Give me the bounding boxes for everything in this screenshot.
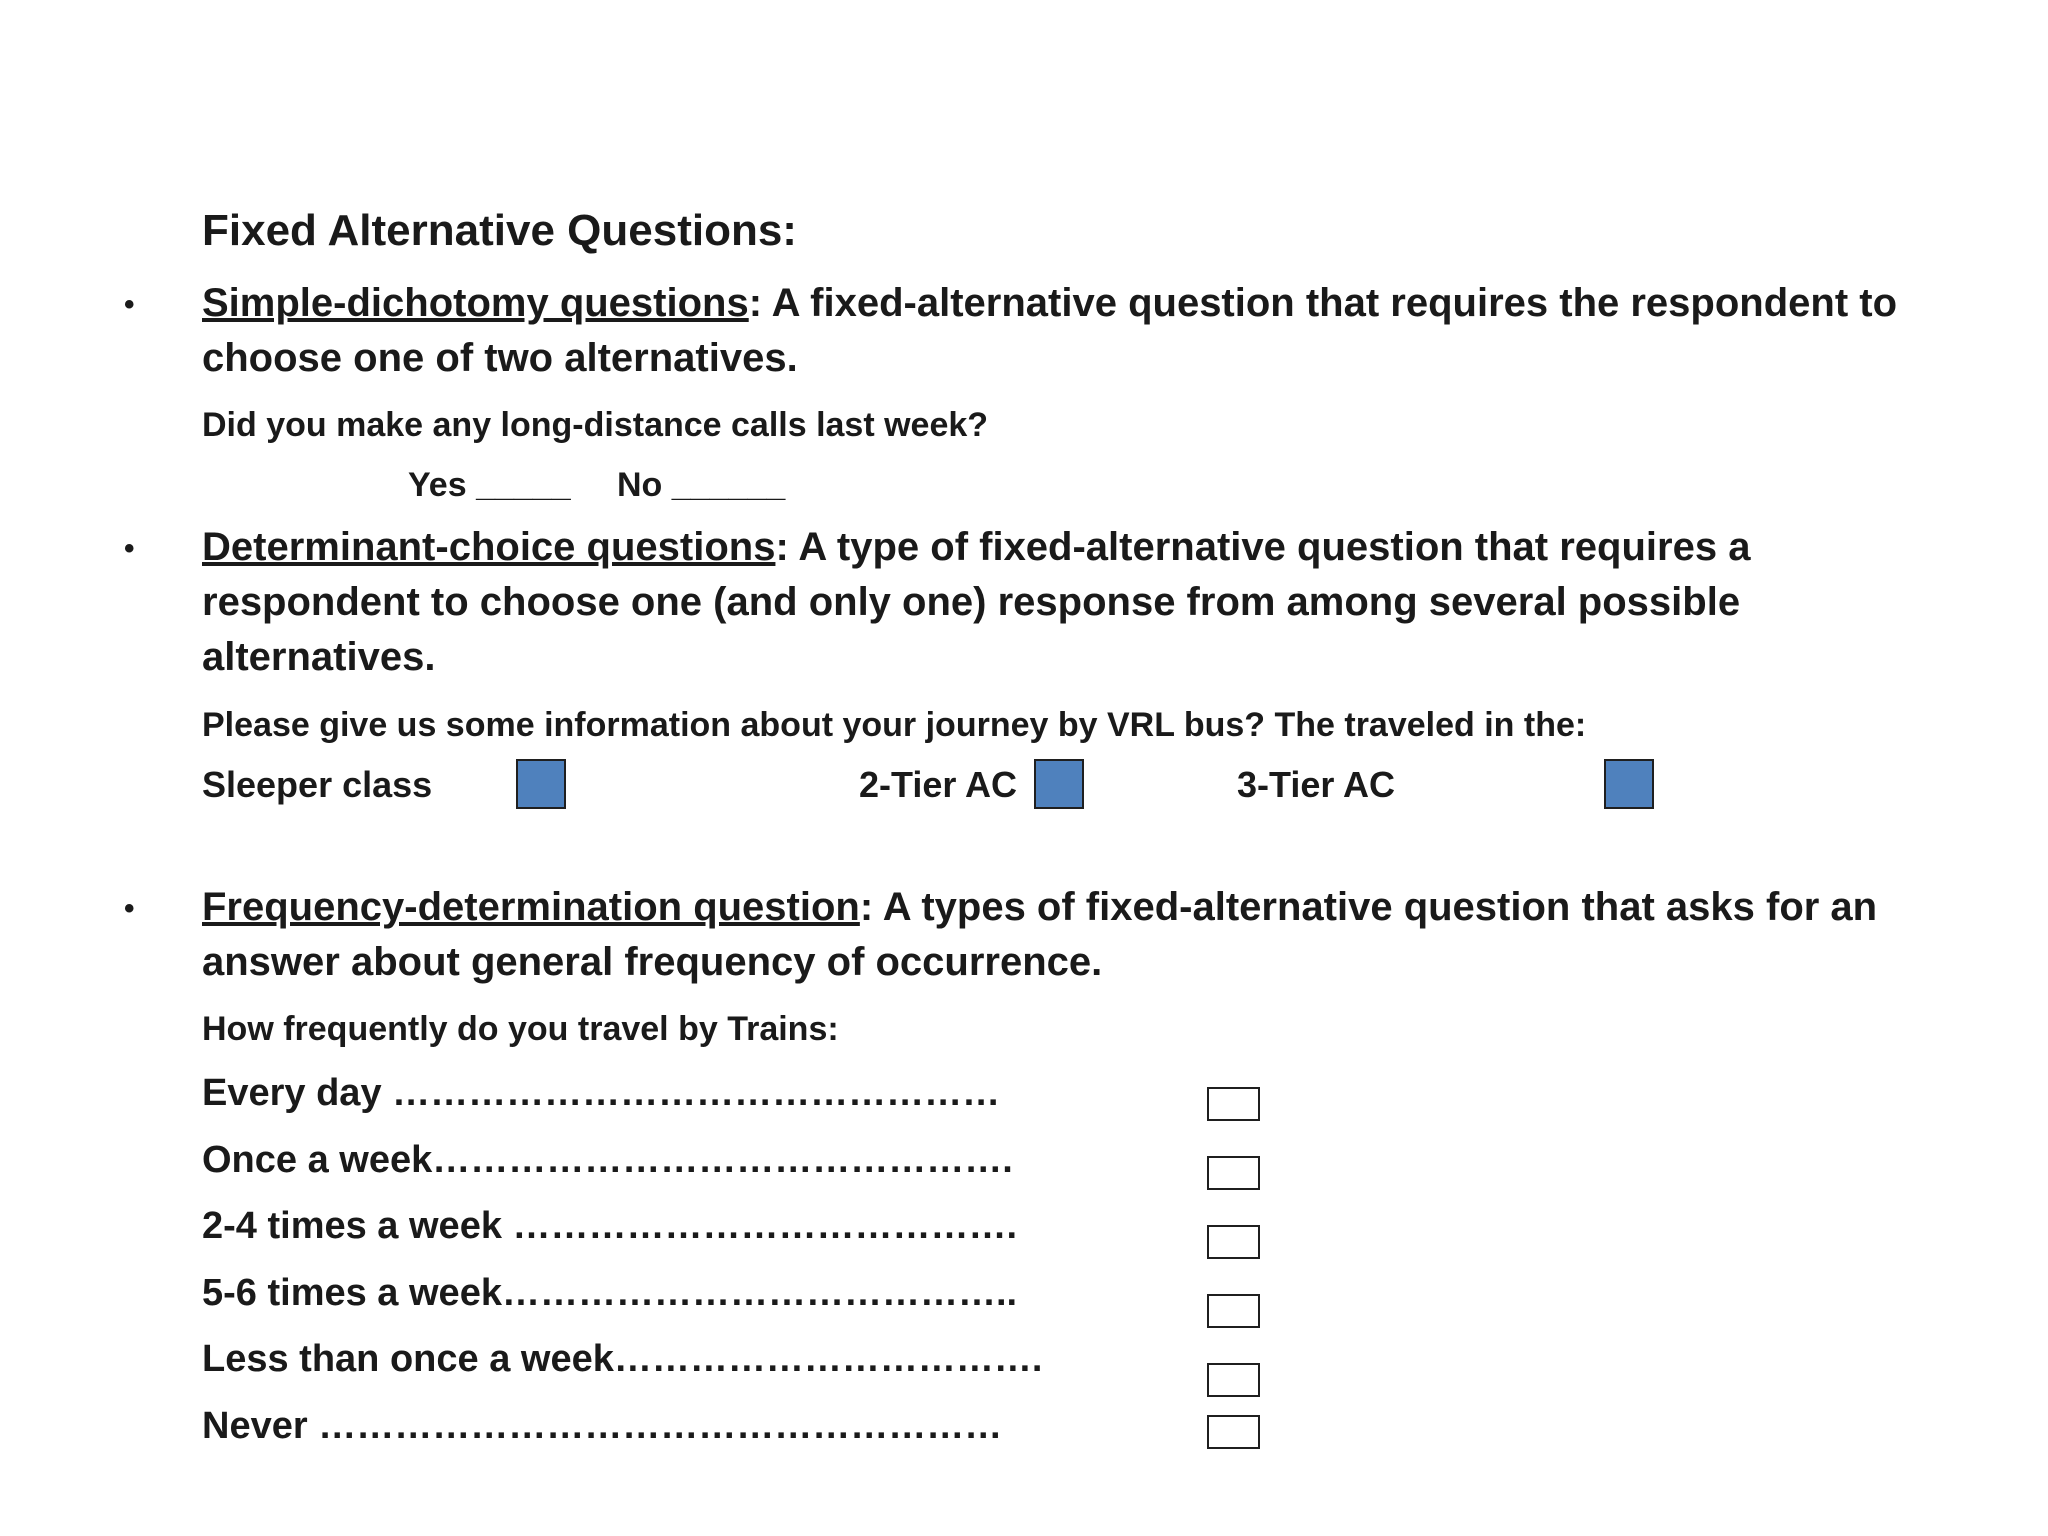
page-title: Fixed Alternative Questions:	[202, 206, 797, 255]
option-sleeper-class: Sleeper class	[202, 764, 433, 805]
checkbox-less-than-once-a-week[interactable]	[1207, 1363, 1260, 1397]
bullet-1: •	[124, 288, 135, 321]
bullet-2: •	[124, 532, 135, 565]
definition-determinant-choice: : A type of fixed-alternative question that requires a respondent to choose one (and only one) response from among several possible alternatives.	[202, 525, 1751, 679]
option-5-6-times-a-week: 5-6 times a week…………………………………..	[202, 1272, 1018, 1314]
section-determinant-choice	[202, 520, 1962, 685]
checkbox-5-6-times-a-week[interactable]	[1207, 1294, 1260, 1328]
question-train-frequency: How frequently do you travel by Trains:	[202, 1010, 839, 1048]
section-simple-dichotomy	[202, 276, 1962, 386]
option-never: Never ………………………………………………	[202, 1405, 1003, 1447]
question-long-distance-calls: Did you make any long-distance calls last week?	[202, 406, 989, 444]
term-determinant-choice: Determinant-choice questions	[202, 525, 776, 569]
option-less-than-once-a-week: Less than once a week…………………………….	[202, 1338, 1043, 1380]
bullet-3: •	[124, 892, 135, 925]
checkbox-2-4-times-a-week[interactable]	[1207, 1225, 1260, 1259]
term-frequency-determination: Frequency-determination question	[202, 885, 860, 929]
option-every-day: Every day …………………………………………	[202, 1072, 1001, 1114]
checkbox-3-tier-ac[interactable]	[1604, 759, 1654, 809]
checkbox-never[interactable]	[1207, 1415, 1260, 1449]
checkbox-every-day[interactable]	[1207, 1087, 1260, 1121]
option-3-tier-ac: 3-Tier AC	[1237, 764, 1396, 805]
section-frequency-determination	[202, 880, 1962, 990]
answer-yes: Yes _____	[408, 466, 571, 504]
checkbox-once-a-week[interactable]	[1207, 1156, 1260, 1190]
option-once-a-week: Once a week……………………………………….	[202, 1139, 1013, 1181]
answer-no: No ______	[617, 466, 786, 504]
checkbox-sleeper-class[interactable]	[516, 759, 566, 809]
term-simple-dichotomy: Simple-dichotomy questions	[202, 281, 749, 325]
checkbox-2-tier-ac[interactable]	[1034, 759, 1084, 809]
option-2-tier-ac: 2-Tier AC	[859, 764, 1018, 805]
definition-simple-dichotomy: : A fixed-alternative question that requires the respondent to choose one of two alternatives.	[202, 281, 1898, 380]
question-vrl-journey: Please give us some information about your journey by VRL bus? The traveled in the:	[202, 706, 1587, 744]
option-2-4-times-a-week: 2-4 times a week ………………………………….	[202, 1205, 1018, 1247]
definition-frequency-determination: : A types of fixed-alternative question that asks for an answer about general frequency of occurrence.	[202, 885, 1878, 984]
